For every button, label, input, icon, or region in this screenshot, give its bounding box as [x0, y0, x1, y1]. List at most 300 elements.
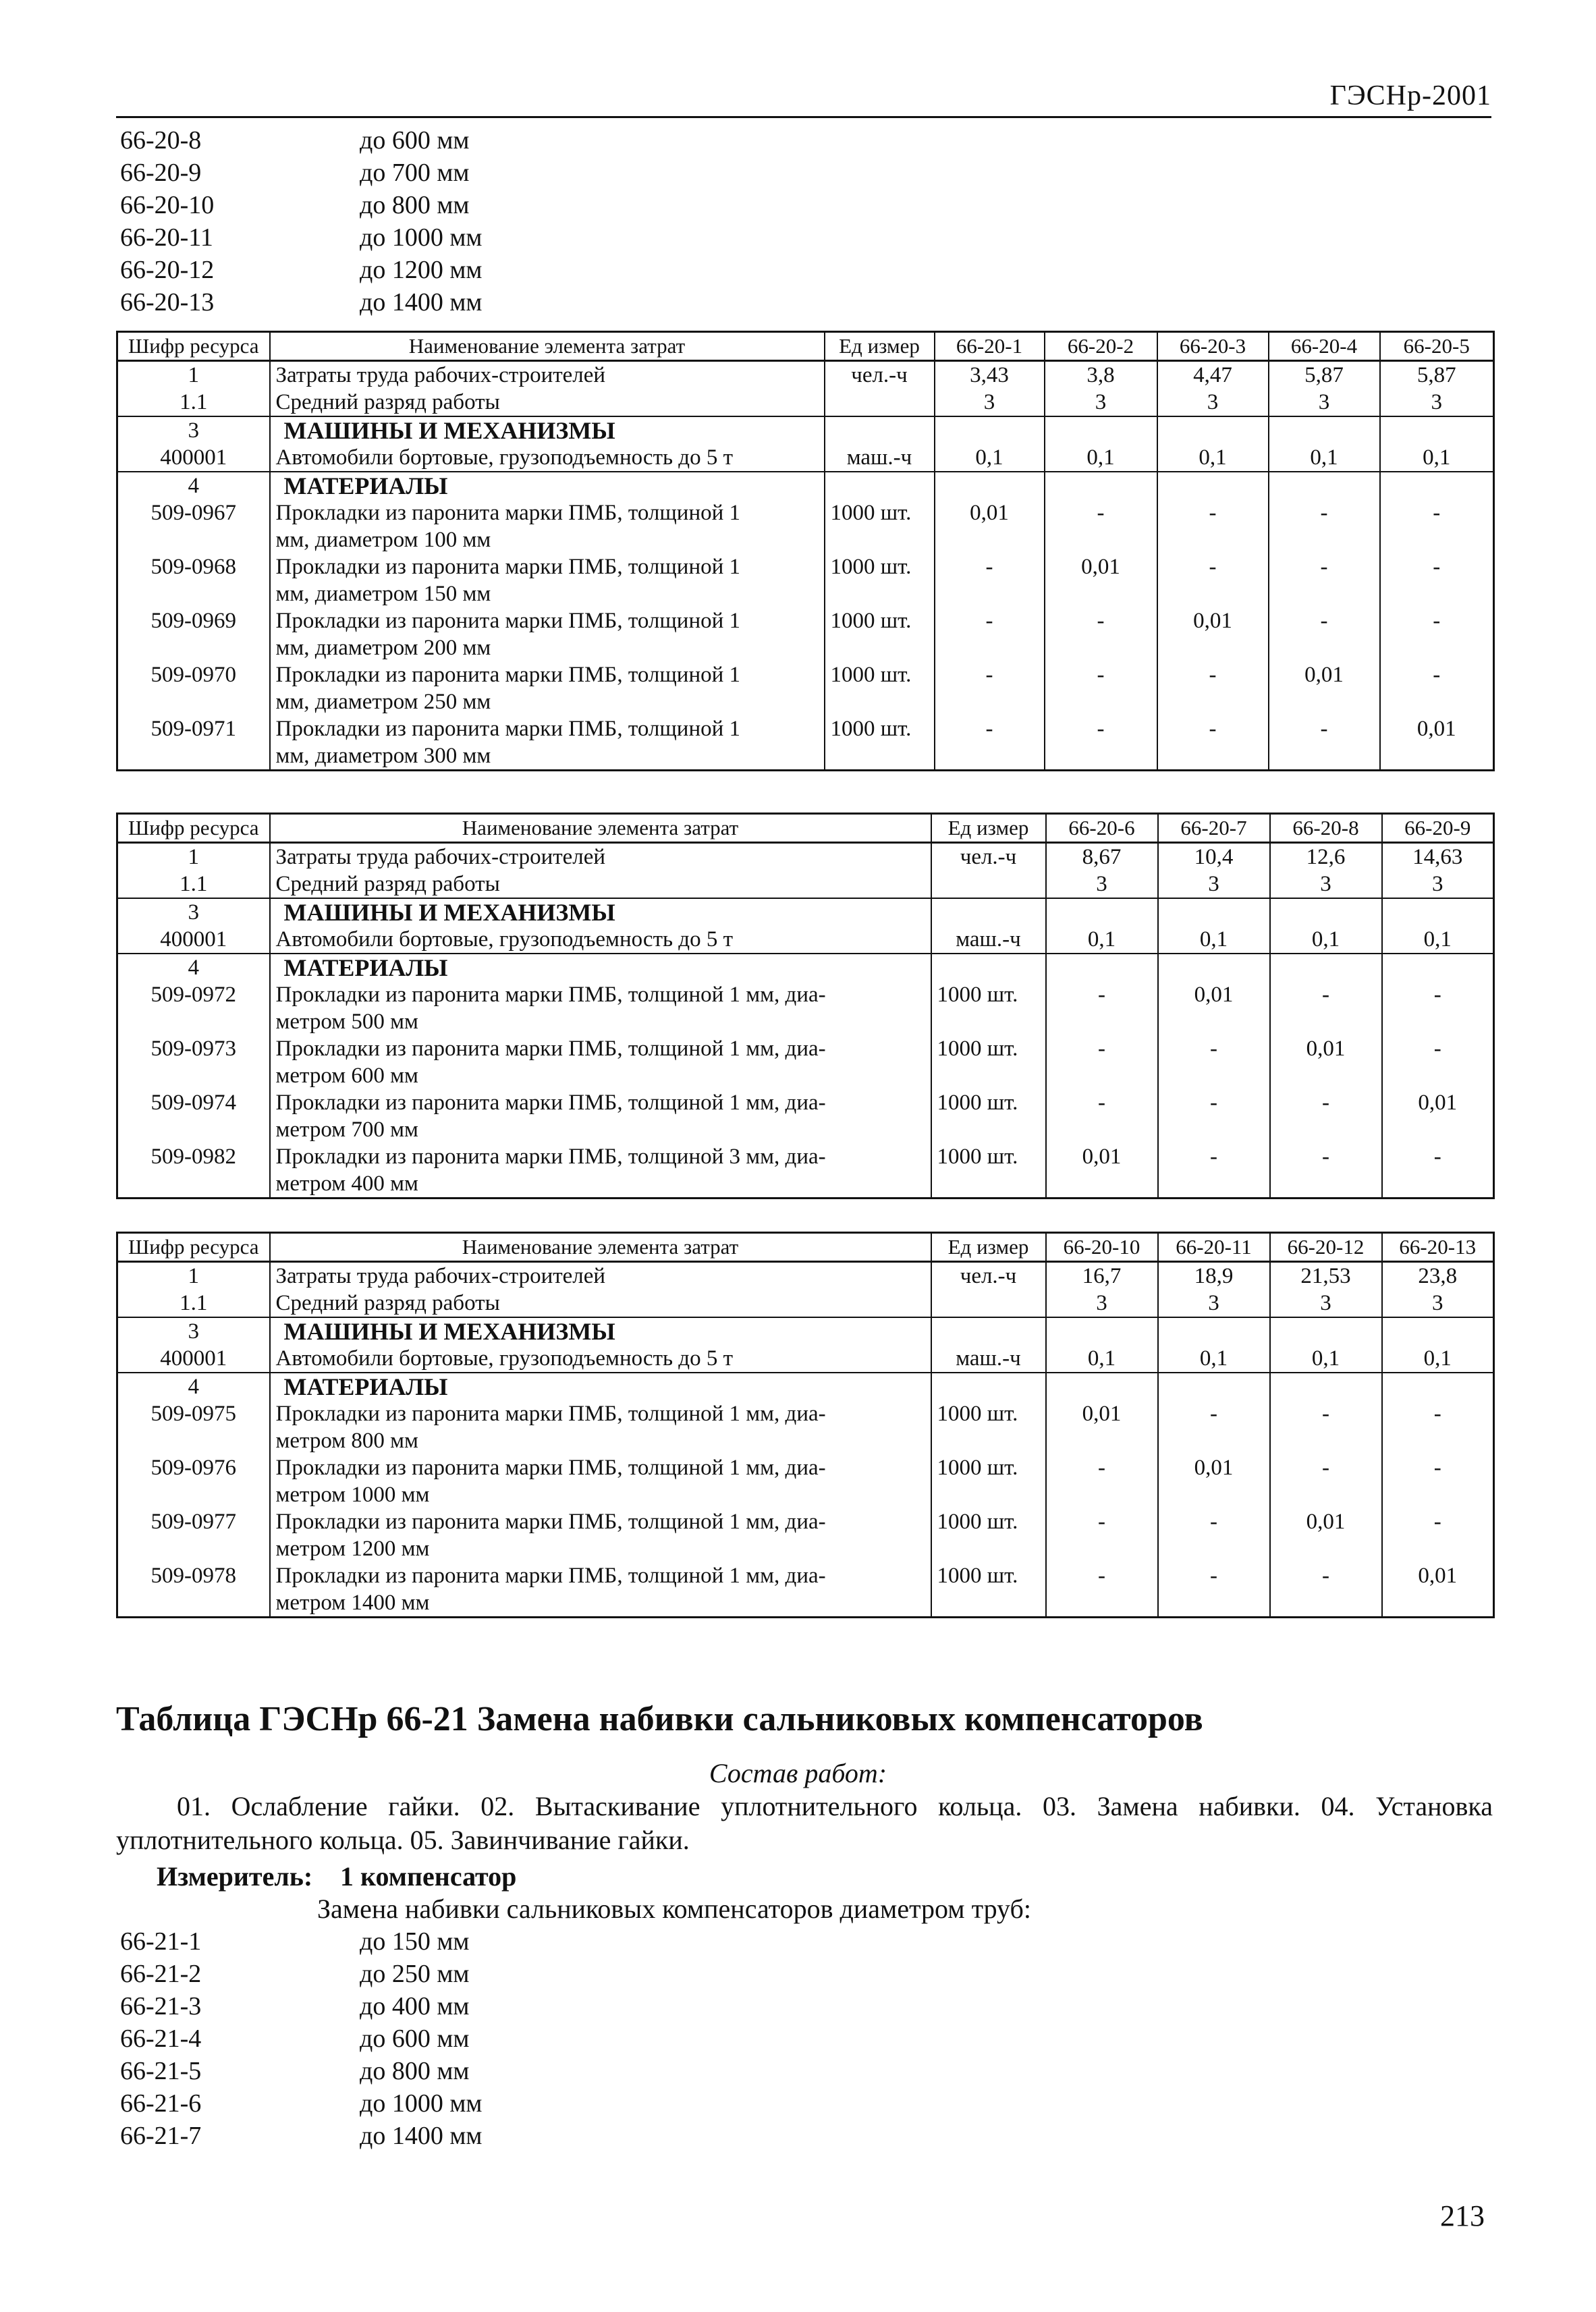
- cell-name: Средний разряд работы: [270, 1290, 931, 1317]
- cell-value: -: [1158, 1400, 1270, 1454]
- col-header-code: Шифр ресурса: [117, 1233, 270, 1262]
- col-header-code: Шифр ресурса: [117, 814, 270, 843]
- table-row-material: [117, 499, 1494, 553]
- cell-unit: чел.-ч: [931, 843, 1046, 871]
- cell-name: [270, 1089, 931, 1143]
- item-desc: до 150 мм: [360, 1927, 470, 1956]
- col-header-unit: Ед измер: [931, 814, 1046, 843]
- cell-value: -: [1269, 553, 1380, 607]
- cell-empty: [825, 472, 935, 499]
- list-item: [120, 221, 482, 254]
- table-row-machine: [117, 1345, 1494, 1373]
- cell-value: -: [1158, 1562, 1270, 1618]
- cell-code: 400001: [117, 1345, 270, 1373]
- cell-value: 3,43: [935, 361, 1045, 389]
- name-line: Прокладки из паронита марки ПМБ, толщиной 3 мм, диа-: [275, 1145, 826, 1169]
- resource-table-2: [116, 813, 1495, 1199]
- cell-name: [270, 499, 825, 553]
- list-item: [120, 286, 482, 319]
- cell-value: -: [1158, 1035, 1270, 1089]
- cell-empty: [1270, 1373, 1382, 1400]
- cell-empty: [1046, 898, 1158, 926]
- page-number: 213: [1440, 2199, 1485, 2232]
- cell-value: 0,1: [1269, 444, 1380, 472]
- cell-value: 0,01: [1046, 1143, 1158, 1199]
- cell-code: 509-0977: [117, 1508, 270, 1562]
- cell-value: 21,53: [1270, 1262, 1382, 1290]
- cell-unit: 1000 шт.: [931, 1035, 1046, 1089]
- cell-value: 0,01: [1382, 1089, 1494, 1143]
- section-title: МАТЕРИАЛЫ: [270, 1373, 931, 1400]
- cell-code: 3: [117, 416, 270, 444]
- cell-code: 3: [117, 898, 270, 926]
- cell-code: 509-0974: [117, 1089, 270, 1143]
- cell-value: 3: [1270, 871, 1382, 898]
- cell-value: 0,1: [1270, 926, 1382, 954]
- list-item: [120, 1958, 482, 1990]
- cell-empty: [935, 416, 1045, 444]
- name-line: мм, диаметром 100 мм: [275, 528, 491, 552]
- cell-code: 1.1: [117, 871, 270, 898]
- col-header-item: 66-20-11: [1158, 1233, 1270, 1262]
- cell-name: [270, 1400, 931, 1454]
- list-item: [120, 2055, 482, 2087]
- table-row-section: [117, 898, 1494, 926]
- cell-value: -: [935, 715, 1045, 771]
- cell-unit: маш.-ч: [931, 926, 1046, 954]
- cell-value: 3: [1046, 871, 1158, 898]
- cell-unit: маш.-ч: [825, 444, 935, 472]
- cell-value: -: [1157, 499, 1269, 553]
- cell-name: [270, 661, 825, 715]
- item-code: 66-21-6: [120, 2089, 202, 2118]
- cell-unit: чел.-ч: [931, 1262, 1046, 1290]
- col-header-item: 66-20-12: [1270, 1233, 1382, 1262]
- col-header-item: 66-20-3: [1157, 332, 1269, 361]
- cell-value: -: [935, 607, 1045, 661]
- cell-code: 509-0968: [117, 553, 270, 607]
- cell-empty: [1158, 1373, 1270, 1400]
- table-row-grade: [117, 1290, 1494, 1317]
- cell-value: 0,01: [1157, 607, 1269, 661]
- cell-value: 4,47: [1157, 361, 1269, 389]
- cell-empty: [1380, 472, 1494, 499]
- cell-empty: [1382, 1317, 1494, 1345]
- table-header-row: [117, 1233, 1494, 1262]
- item-desc: до 1400 мм: [360, 2122, 483, 2150]
- cell-empty: [1270, 954, 1382, 981]
- cell-code: 3: [117, 1317, 270, 1345]
- cell-value: 0,01: [1380, 715, 1494, 771]
- item-code: 66-20-8: [120, 126, 202, 155]
- items-subtitle: Замена набивки сальниковых компенсаторов диаметром труб:: [317, 1894, 1031, 1924]
- cell-unit: 1000 шт.: [931, 1143, 1046, 1199]
- list-item: [120, 2120, 482, 2152]
- table-header-row: [117, 332, 1494, 361]
- table-row-machine: [117, 444, 1494, 472]
- name-line: метром 1000 мм: [275, 1483, 430, 1507]
- item-code: 66-20-12: [120, 256, 215, 284]
- item-desc: до 600 мм: [360, 2025, 470, 2053]
- cell-value: -: [1158, 1143, 1270, 1199]
- list-item: [120, 2087, 482, 2120]
- cell-name: Средний разряд работы: [270, 389, 825, 416]
- col-header-code: Шифр ресурса: [117, 332, 270, 361]
- cell-value: 0,1: [935, 444, 1045, 472]
- cell-value: 3,8: [1045, 361, 1157, 389]
- cell-value: -: [1380, 661, 1494, 715]
- cell-value: 3: [1158, 871, 1270, 898]
- cell-value: -: [935, 553, 1045, 607]
- cell-value: -: [1270, 1400, 1382, 1454]
- col-header-item: 66-20-13: [1382, 1233, 1494, 1262]
- col-header-name: Наименование элемента затрат: [270, 814, 931, 843]
- cell-empty: [1045, 416, 1157, 444]
- cell-value: -: [1270, 1143, 1382, 1199]
- table-row-material: [117, 553, 1494, 607]
- cell-value: 0,1: [1158, 926, 1270, 954]
- cell-empty: [1380, 416, 1494, 444]
- name-line: метром 600 мм: [275, 1064, 418, 1088]
- cell-value: 0,01: [1270, 1508, 1382, 1562]
- cell-value: 16,7: [1046, 1262, 1158, 1290]
- cell-value: -: [1382, 1508, 1494, 1562]
- cell-code: 509-0967: [117, 499, 270, 553]
- col-header-unit: Ед измер: [931, 1233, 1046, 1262]
- cell-name: Затраты труда рабочих-строителей: [270, 843, 931, 871]
- cell-value: -: [1270, 1089, 1382, 1143]
- cell-value: 3: [1270, 1290, 1382, 1317]
- cell-value: -: [1270, 981, 1382, 1035]
- table-header-row: [117, 814, 1494, 843]
- cell-value: -: [1382, 1143, 1494, 1199]
- document-code: ГЭСНр-2001: [1329, 80, 1491, 111]
- page-header: [116, 76, 1491, 118]
- table-row-section: [117, 416, 1494, 444]
- cell-unit: 1000 шт.: [931, 981, 1046, 1035]
- item-desc: до 1400 мм: [360, 288, 483, 316]
- name-line: метром 700 мм: [275, 1118, 418, 1142]
- resource-table-3: [116, 1232, 1495, 1618]
- cell-value: 0,1: [1045, 444, 1157, 472]
- table-row-grade: [117, 389, 1494, 416]
- cell-value: 0,1: [1158, 1345, 1270, 1373]
- cell-name: [270, 981, 931, 1035]
- cell-value: -: [1046, 1454, 1158, 1508]
- item-list-66-21: [120, 1925, 482, 2152]
- name-line: Прокладки из паронита марки ПМБ, толщиной 1 мм, диа-: [275, 1037, 826, 1061]
- cell-code: 509-0973: [117, 1035, 270, 1089]
- table-row-section: [117, 1317, 1494, 1345]
- cell-value: 0,01: [935, 499, 1045, 553]
- measure-value: 1 компенсатор: [340, 1861, 517, 1892]
- cell-value: -: [1046, 1508, 1158, 1562]
- col-header-item: 66-20-8: [1270, 814, 1382, 843]
- cell-value: -: [935, 661, 1045, 715]
- name-line: Прокладки из паронита марки ПМБ, толщиной 1 мм, диа-: [275, 983, 826, 1007]
- section-title: МАШИНЫ И МЕХАНИЗМЫ: [270, 416, 825, 444]
- cell-empty: [1158, 954, 1270, 981]
- measure-label: Измеритель:: [157, 1861, 313, 1892]
- cell-unit: 1000 шт.: [931, 1089, 1046, 1143]
- col-header-item: 66-20-9: [1382, 814, 1494, 843]
- cell-value: 3: [1269, 389, 1380, 416]
- cell-value: 10,4: [1158, 843, 1270, 871]
- cell-empty: [1270, 898, 1382, 926]
- cell-code: 509-0975: [117, 1400, 270, 1454]
- cell-name: [270, 1454, 931, 1508]
- table-row-section: [117, 1373, 1494, 1400]
- cell-unit: 1000 шт.: [825, 499, 935, 553]
- item-desc: до 1200 мм: [360, 256, 483, 284]
- cell-value: -: [1270, 1562, 1382, 1618]
- cell-value: 3: [1382, 871, 1494, 898]
- cell-value: -: [1270, 1454, 1382, 1508]
- resource-table-1: [116, 331, 1495, 771]
- name-line: Прокладки из паронита марки ПМБ, толщиной 1 мм, диа-: [275, 1091, 826, 1115]
- cell-value: -: [1046, 1035, 1158, 1089]
- cell-value: 3: [1046, 1290, 1158, 1317]
- name-line: Прокладки из паронита марки ПМБ, толщиной 1: [275, 717, 741, 741]
- item-desc: до 700 мм: [360, 159, 470, 187]
- composition-text: 01. Ослабление гайки. 02. Вытаскивание уплотнительного кольца. 03. Замена набивки. 04. Установка уплотнительного кольца. 05. Завинчивание гайки.: [116, 1791, 1493, 1855]
- section-title: МАШИНЫ И МЕХАНИЗМЫ: [270, 898, 931, 926]
- cell-name: [270, 1562, 931, 1618]
- table-row-material: [117, 1562, 1494, 1618]
- item-desc: до 250 мм: [360, 1960, 470, 1988]
- name-line: мм, диаметром 300 мм: [275, 744, 491, 768]
- col-header-name: Наименование элемента затрат: [270, 1233, 931, 1262]
- cell-unit: 1000 шт.: [931, 1562, 1046, 1618]
- cell-empty: [1046, 954, 1158, 981]
- col-header-item: 66-20-1: [935, 332, 1045, 361]
- cell-empty: [931, 898, 1046, 926]
- cell-value: 3: [1382, 1290, 1494, 1317]
- section-title: МАТЕРИАЛЫ: [270, 472, 825, 499]
- col-header-item: 66-20-6: [1046, 814, 1158, 843]
- cell-code: 400001: [117, 926, 270, 954]
- name-line: Прокладки из паронита марки ПМБ, толщиной 1: [275, 609, 741, 633]
- cell-name: [270, 553, 825, 607]
- name-line: Прокладки из паронита марки ПМБ, толщиной 1 мм, диа-: [275, 1456, 826, 1480]
- table-row-material: [117, 1508, 1494, 1562]
- cell-code: 400001: [117, 444, 270, 472]
- cell-empty: [935, 472, 1045, 499]
- cell-empty: [1157, 416, 1269, 444]
- cell-unit: 1000 шт.: [931, 1454, 1046, 1508]
- cell-value: 3: [935, 389, 1045, 416]
- cell-unit: 1000 шт.: [825, 715, 935, 771]
- cell-value: 23,8: [1382, 1262, 1494, 1290]
- cell-value: 14,63: [1382, 843, 1494, 871]
- cell-value: 0,1: [1270, 1345, 1382, 1373]
- list-item: [120, 157, 482, 189]
- table-row-material: [117, 1089, 1494, 1143]
- cell-value: 12,6: [1270, 843, 1382, 871]
- col-header-name: Наименование элемента затрат: [270, 332, 825, 361]
- item-code: 66-21-3: [120, 1992, 202, 2020]
- list-item: [120, 124, 482, 157]
- cell-value: 0,1: [1046, 1345, 1158, 1373]
- list-item: [120, 2022, 482, 2055]
- cell-value: -: [1269, 715, 1380, 771]
- cell-empty: [1046, 1317, 1158, 1345]
- cell-unit: 1000 шт.: [931, 1508, 1046, 1562]
- table-row-material: [117, 981, 1494, 1035]
- cell-value: -: [1045, 661, 1157, 715]
- cell-unit: 1000 шт.: [931, 1400, 1046, 1454]
- cell-value: 18,9: [1158, 1262, 1270, 1290]
- cell-unit: маш.-ч: [931, 1345, 1046, 1373]
- cell-value: 5,87: [1269, 361, 1380, 389]
- cell-value: 0,1: [1380, 444, 1494, 472]
- cell-empty: [931, 954, 1046, 981]
- cell-name: [270, 607, 825, 661]
- item-code: 66-20-13: [120, 288, 215, 316]
- cell-value: 0,01: [1158, 1454, 1270, 1508]
- cell-value: -: [1382, 1400, 1494, 1454]
- item-code: 66-20-11: [120, 223, 213, 252]
- list-item: [120, 189, 482, 221]
- cell-code: 4: [117, 1373, 270, 1400]
- cell-empty: [825, 416, 935, 444]
- cell-code: 509-0969: [117, 607, 270, 661]
- cell-empty: [931, 1373, 1046, 1400]
- cell-value: -: [1158, 1508, 1270, 1562]
- cell-value: -: [1382, 1454, 1494, 1508]
- cell-name: Автомобили бортовые, грузоподъемность до 5 т: [270, 926, 931, 954]
- item-code: 66-20-9: [120, 159, 202, 187]
- item-code: 66-21-2: [120, 1960, 202, 1988]
- item-desc: до 400 мм: [360, 1992, 470, 2020]
- cell-code: 1: [117, 843, 270, 871]
- table-row-material: [117, 1143, 1494, 1199]
- name-line: мм, диаметром 150 мм: [275, 582, 491, 606]
- measure-line: [157, 1861, 516, 1892]
- cell-code: 1: [117, 1262, 270, 1290]
- cell-empty: [1045, 472, 1157, 499]
- col-header-item: 66-20-7: [1158, 814, 1270, 843]
- cell-code: 4: [117, 954, 270, 981]
- cell-value: 8,67: [1046, 843, 1158, 871]
- cell-value: -: [1269, 499, 1380, 553]
- list-item: [120, 1990, 482, 2022]
- cell-empty: [1269, 416, 1380, 444]
- table-row-material: [117, 661, 1494, 715]
- cell-value: -: [1382, 1035, 1494, 1089]
- cell-value: -: [1382, 981, 1494, 1035]
- cell-value: -: [1045, 607, 1157, 661]
- name-line: метром 400 мм: [275, 1172, 418, 1196]
- cell-value: -: [1046, 1089, 1158, 1143]
- list-item: [120, 1925, 482, 1958]
- cell-code: 509-0978: [117, 1562, 270, 1618]
- cell-value: -: [1269, 607, 1380, 661]
- cell-empty: [1046, 1373, 1158, 1400]
- cell-value: -: [1045, 715, 1157, 771]
- cell-empty: [1382, 898, 1494, 926]
- cell-unit: 1000 шт.: [825, 553, 935, 607]
- item-code: 66-21-4: [120, 2025, 202, 2053]
- cell-value: 0,1: [1157, 444, 1269, 472]
- table-row-material: [117, 1454, 1494, 1508]
- cell-unit: 1000 шт.: [825, 661, 935, 715]
- cell-name: [270, 1143, 931, 1199]
- col-header-item: 66-20-10: [1046, 1233, 1158, 1262]
- cell-empty: [1158, 1317, 1270, 1345]
- cell-value: -: [1158, 1089, 1270, 1143]
- cell-value: -: [1380, 607, 1494, 661]
- cell-name: Средний разряд работы: [270, 871, 931, 898]
- name-line: Прокладки из паронита марки ПМБ, толщиной 1 мм, диа-: [275, 1510, 826, 1534]
- cell-value: -: [1380, 553, 1494, 607]
- cell-name: Автомобили бортовые, грузоподъемность до 5 т: [270, 1345, 931, 1373]
- item-code: 66-21-7: [120, 2122, 202, 2150]
- item-code: 66-21-5: [120, 2057, 202, 2085]
- cell-value: -: [1380, 499, 1494, 553]
- cell-code: 509-0971: [117, 715, 270, 771]
- cell-value: 0,01: [1269, 661, 1380, 715]
- item-desc: до 1000 мм: [360, 223, 483, 252]
- cell-unit: [825, 389, 935, 416]
- cell-name: Автомобили бортовые, грузоподъемность до 5 т: [270, 444, 825, 472]
- cell-code: 509-0970: [117, 661, 270, 715]
- name-line: Прокладки из паронита марки ПМБ, толщиной 1: [275, 663, 741, 687]
- col-header-item: 66-20-5: [1380, 332, 1494, 361]
- name-line: метром 1400 мм: [275, 1591, 430, 1615]
- cell-value: -: [1157, 661, 1269, 715]
- table-row-material: [117, 715, 1494, 771]
- item-list-66-20: [120, 124, 482, 319]
- cell-code: 1: [117, 361, 270, 389]
- cell-unit: 1000 шт.: [825, 607, 935, 661]
- cell-value: -: [1046, 981, 1158, 1035]
- table-row-material: [117, 1035, 1494, 1089]
- table-row-grade: [117, 871, 1494, 898]
- cell-name: [270, 1508, 931, 1562]
- cell-value: -: [1046, 1562, 1158, 1618]
- cell-code: 1.1: [117, 1290, 270, 1317]
- cell-value: -: [1045, 499, 1157, 553]
- cell-empty: [931, 1317, 1046, 1345]
- item-desc: до 800 мм: [360, 191, 470, 219]
- table-row-material: [117, 1400, 1494, 1454]
- cell-empty: [1382, 1373, 1494, 1400]
- section-title: МАШИНЫ И МЕХАНИЗМЫ: [270, 1317, 931, 1345]
- cell-value: 3: [1158, 1290, 1270, 1317]
- table-row-material: [117, 607, 1494, 661]
- cell-value: 0,01: [1382, 1562, 1494, 1618]
- table-row-labor: [117, 361, 1494, 389]
- cell-value: 0,1: [1382, 926, 1494, 954]
- cell-name: Затраты труда рабочих-строителей: [270, 361, 825, 389]
- table-row-labor: [117, 843, 1494, 871]
- item-code: 66-21-1: [120, 1927, 202, 1956]
- name-line: Прокладки из паронита марки ПМБ, толщиной 1: [275, 501, 741, 525]
- cell-unit: [931, 871, 1046, 898]
- col-header-unit: Ед измер: [825, 332, 935, 361]
- cell-name: Затраты труда рабочих-строителей: [270, 1262, 931, 1290]
- composition-heading: Состав работ:: [709, 1758, 887, 1788]
- name-line: метром 800 мм: [275, 1429, 418, 1453]
- cell-unit: чел.-ч: [825, 361, 935, 389]
- cell-name: [270, 715, 825, 771]
- name-line: Прокладки из паронита марки ПМБ, толщиной 1 мм, диа-: [275, 1402, 826, 1426]
- item-desc: до 1000 мм: [360, 2089, 483, 2118]
- cell-value: -: [1157, 715, 1269, 771]
- cell-value: 3: [1045, 389, 1157, 416]
- col-header-item: 66-20-2: [1045, 332, 1157, 361]
